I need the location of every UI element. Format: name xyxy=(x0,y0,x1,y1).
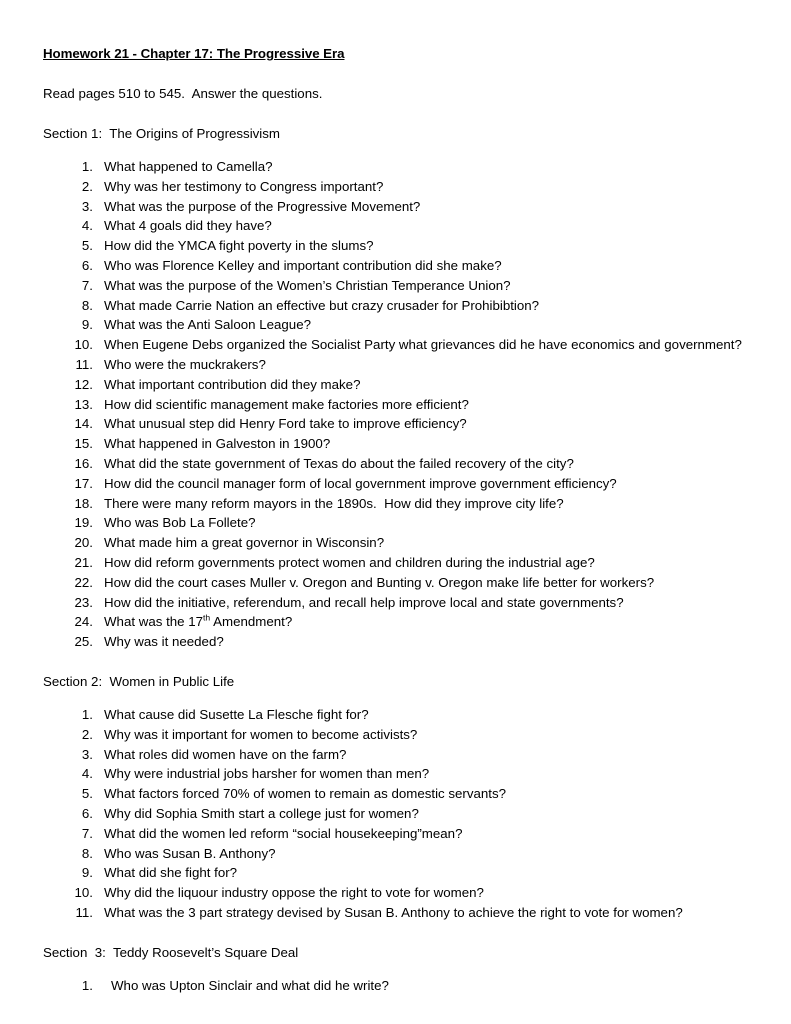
question-item xyxy=(43,612,743,632)
question-number: 3. xyxy=(81,746,93,762)
question-text: How did the initiative, referendum, and recall help improve local and state governments? xyxy=(104,594,624,610)
question-number: 1. xyxy=(81,159,93,174)
question-text: Who was Bob La Follete? xyxy=(104,515,256,531)
question-item xyxy=(43,725,743,745)
question-item xyxy=(43,573,743,593)
question-item xyxy=(43,157,743,177)
spacer xyxy=(43,104,743,124)
ordinal-superscript: th xyxy=(203,612,211,623)
question-item xyxy=(43,745,743,765)
question-text: What happened in Galveston in 1900? xyxy=(104,436,331,452)
question-text: How did the council manager form of local government improve government efficiency? xyxy=(104,475,617,491)
spacer xyxy=(43,923,743,943)
question-text-part: What was the 17 xyxy=(104,614,204,630)
question-text: How did the court cases Muller v. Oregon and Bunting v. Oregon make life better for workers? xyxy=(104,574,655,590)
question-number: 1. xyxy=(81,977,93,993)
question-item xyxy=(43,236,743,256)
question-number: 13. xyxy=(74,396,93,412)
section-2-heading: Section 2: Women in Public Life xyxy=(43,673,235,689)
question-number: 20. xyxy=(74,535,93,551)
question-text: What did the women led reform “social housekeeping”mean? xyxy=(104,825,463,841)
question-number: 19. xyxy=(74,515,93,531)
question-text: Why were industrial jobs harsher for women than men? xyxy=(104,766,430,782)
question-item xyxy=(43,764,743,784)
question-text: How did the YMCA fight poverty in the slums? xyxy=(104,238,374,254)
question-number: 8. xyxy=(81,845,93,861)
question-item xyxy=(43,494,743,514)
question-number: 11. xyxy=(75,904,93,920)
question-item xyxy=(43,513,743,533)
question-number: 5. xyxy=(81,786,93,802)
question-number: 4. xyxy=(81,218,93,234)
question-item xyxy=(43,296,743,316)
question-item xyxy=(43,593,743,613)
question-number: 6. xyxy=(81,257,93,273)
question-text: Why was it important for women to become activists? xyxy=(104,726,418,742)
question-text: Who was Upton Sinclair and what did he write? xyxy=(111,977,389,993)
question-text: What was the 3 part strategy devised by Susan B. Anthony to achieve the right to vote for women? xyxy=(104,904,683,920)
question-item xyxy=(43,883,743,903)
question-text: What made him a great governor in Wisconsin? xyxy=(104,535,385,551)
spacer xyxy=(43,652,743,672)
question-number: 25. xyxy=(74,634,93,650)
spacer xyxy=(43,692,743,705)
document-title: Homework 21 - Chapter 17: The Progressive Era xyxy=(43,46,345,61)
question-item xyxy=(43,216,743,236)
section-2-question-list xyxy=(43,705,743,923)
question-text: Who was Florence Kelley and important contribution did she make? xyxy=(104,257,502,273)
section-3-question-list xyxy=(43,976,743,996)
question-text: What did she fight for? xyxy=(104,865,238,881)
question-text: Who were the muckrakers? xyxy=(104,356,266,372)
question-item xyxy=(43,355,743,375)
question-text: There were many reform mayors in the 1890s. How did they improve city life? xyxy=(104,495,564,511)
question-item xyxy=(43,632,743,652)
question-item xyxy=(43,824,743,844)
question-text xyxy=(104,612,292,632)
question-number: 12. xyxy=(74,376,93,392)
question-number: 24. xyxy=(74,614,93,630)
question-text: What cause did Susette La Flesche fight for? xyxy=(104,706,369,722)
question-text: Why did the liquour industry oppose the right to vote for women? xyxy=(104,885,484,901)
question-item xyxy=(43,844,743,864)
question-number: 14. xyxy=(74,416,93,432)
question-number: 3. xyxy=(81,198,93,214)
question-item xyxy=(43,177,743,197)
question-text: How did scientific management make factories more efficient? xyxy=(104,396,469,412)
question-number: 5. xyxy=(81,238,93,254)
question-number: 17. xyxy=(74,475,93,491)
question-item xyxy=(43,276,743,296)
question-item xyxy=(43,474,743,494)
question-number: 23. xyxy=(74,594,93,610)
question-text: How did reform governments protect women and children during the industrial age? xyxy=(104,554,595,570)
question-text: What was the Anti Saloon League? xyxy=(104,317,311,333)
section-1-question-list xyxy=(43,157,743,652)
question-number: 2. xyxy=(81,178,93,194)
question-number: 8. xyxy=(81,297,93,313)
question-number: 15. xyxy=(74,436,93,452)
question-item xyxy=(43,454,743,474)
question-number: 7. xyxy=(81,277,93,293)
question-number: 9. xyxy=(81,317,93,333)
section-3-heading: Section 3: Teddy Roosevelt’s Square Deal xyxy=(43,944,299,960)
question-text-part: Amendment? xyxy=(210,614,293,630)
question-number: 10. xyxy=(74,885,93,901)
question-text: What important contribution did they make? xyxy=(104,376,361,392)
question-item xyxy=(43,197,743,217)
instructions-line: Read pages 510 to 545. Answer the questions. xyxy=(43,86,323,101)
question-text: What was the purpose of the Women’s Christian Temperance Union? xyxy=(104,277,511,293)
question-text: Who was Susan B. Anthony? xyxy=(104,845,276,861)
question-item xyxy=(43,414,743,434)
question-item xyxy=(43,863,743,883)
question-item xyxy=(43,434,743,454)
question-item xyxy=(43,335,743,355)
question-item xyxy=(43,256,743,276)
question-text: Why did Sophia Smith start a college just for women? xyxy=(104,805,419,821)
question-number: 11. xyxy=(75,356,93,372)
question-text: What was the purpose of the Progressive Movement? xyxy=(104,198,421,214)
question-item xyxy=(43,395,743,415)
question-number: 6. xyxy=(81,805,93,821)
question-text: What roles did women have on the farm? xyxy=(104,746,347,762)
question-item xyxy=(43,553,743,573)
question-text: Why was it needed? xyxy=(104,634,224,650)
question-number: 10. xyxy=(74,337,93,353)
question-item xyxy=(43,976,743,996)
spacer xyxy=(43,64,743,84)
question-text: What did the state government of Texas do about the failed recovery of the city? xyxy=(104,455,574,471)
question-item xyxy=(43,804,743,824)
question-number: 16. xyxy=(74,455,93,471)
spacer xyxy=(43,144,743,157)
question-number: 18. xyxy=(74,495,93,511)
question-text: What happened to Camella? xyxy=(104,159,273,174)
question-item xyxy=(43,903,743,923)
question-text: What 4 goals did they have? xyxy=(104,218,272,234)
question-number: 1. xyxy=(81,706,93,722)
question-number: 22. xyxy=(74,574,93,590)
question-number: 21. xyxy=(74,554,93,570)
question-number: 4. xyxy=(81,766,93,782)
question-item xyxy=(43,375,743,395)
question-text: What made Carrie Nation an effective but crazy crusader for Prohibibtion? xyxy=(104,297,540,313)
question-item xyxy=(43,315,743,335)
question-number: 2. xyxy=(81,726,93,742)
question-text: What unusual step did Henry Ford take to improve efficiency? xyxy=(104,416,467,432)
question-number: 7. xyxy=(81,825,93,841)
section-1-heading: Section 1: The Origins of Progressivism xyxy=(43,126,280,141)
question-item xyxy=(43,784,743,804)
question-text: What factors forced 70% of women to remain as domestic servants? xyxy=(104,786,507,802)
question-item xyxy=(43,533,743,553)
question-text: Why was her testimony to Congress important? xyxy=(104,178,384,194)
question-number: 9. xyxy=(81,865,93,881)
spacer xyxy=(43,963,743,976)
question-item xyxy=(43,705,743,725)
question-text: When Eugene Debs organized the Socialist Party what grievances did he have economics and government? xyxy=(104,337,742,353)
